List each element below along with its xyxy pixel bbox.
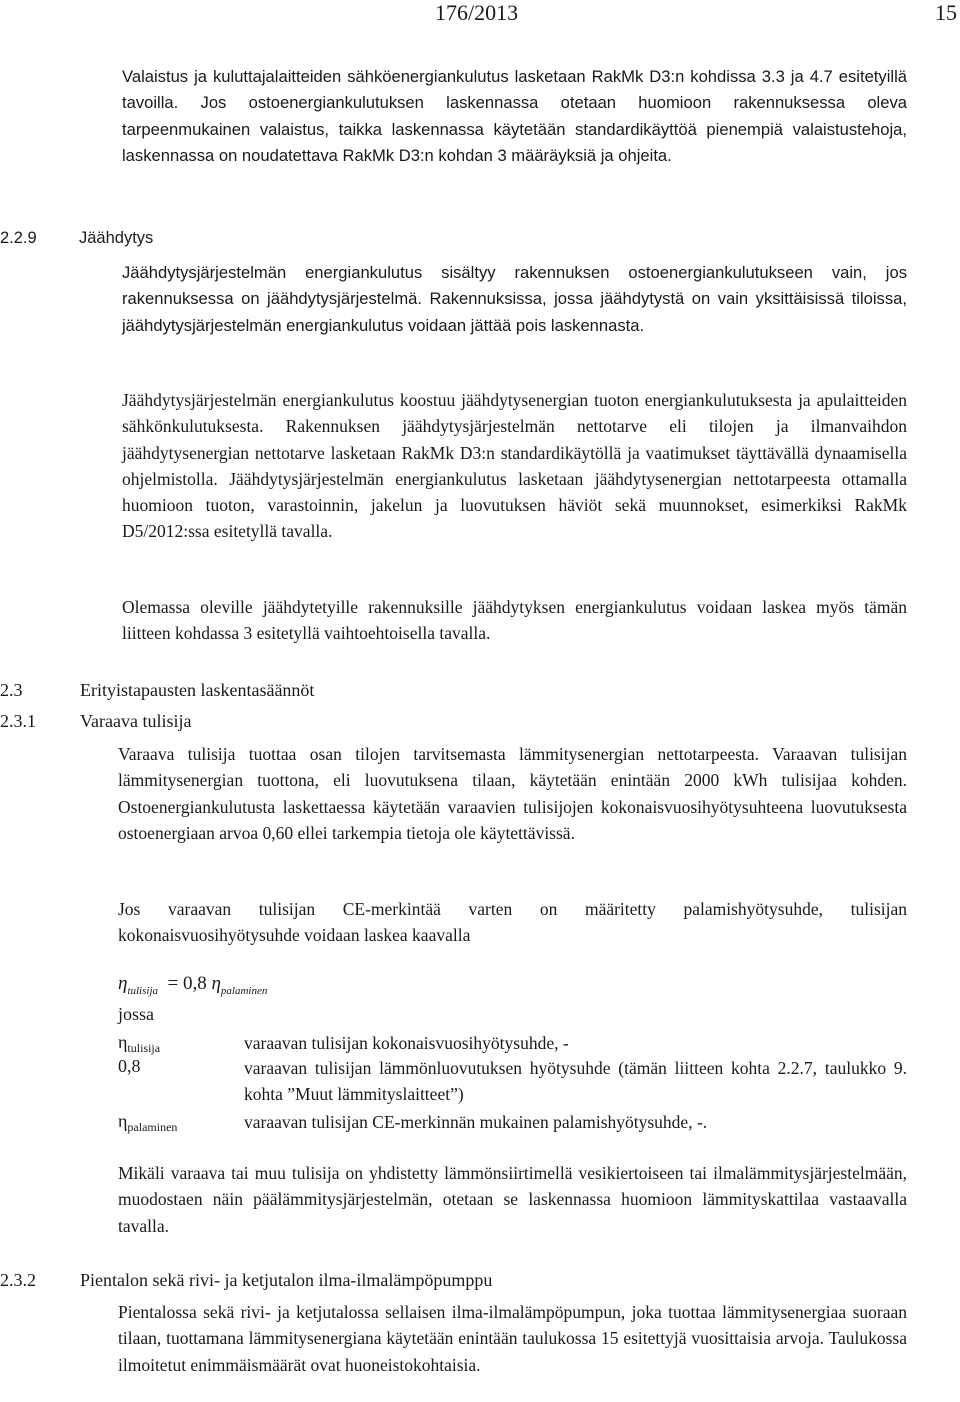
section-23-title: Erityistapausten laskentasäännöt bbox=[80, 680, 315, 700]
efficiency-equation bbox=[118, 973, 267, 997]
intro-paragraph: Valaistus ja kuluttajalaitteiden sähköenergiankulutus lasketaan RakMk D3:n kohdissa 3.3 ja 4.7 esitetyillä tavoilla. Jos ostoenergiankulutuksen laskennassa otetaan huomioon rakennuksessa oleva tarpeenmukainen valaistus, taikka laskennassa käytetään standardikäyttöä pienempiä valaistustehoja, laskennassa on noudatettava RakMk D3:n kohdan 3 määräyksiä ja ohjeita. bbox=[122, 67, 907, 165]
section-229-title: Jäähdytys bbox=[79, 229, 154, 247]
equation-rhs-subscript: palaminen bbox=[220, 985, 268, 997]
section-229-paragraph: Olemassa oleville jäähdytetyille rakennuksille jäähdytyksen energiankulutus voidaan laskea myös tämän liitteen kohdassa 3 esitetyllä vaihtoehtoisella tavalla. bbox=[122, 597, 907, 644]
page-number: 15 bbox=[935, 0, 957, 25]
eta-symbol: η bbox=[211, 973, 221, 994]
section-231-number: 2.3.1 bbox=[0, 711, 36, 731]
definition-text: varaavan tulisijan lämmönluovutuksen hyötysuhde (tämän liitteen kohta 2.2.7, taulukko 9. kohta ”Muut lämmityslaitteet”) bbox=[244, 1058, 907, 1104]
section-231-closing-paragraph: Mikäli varaava tai muu tulisija on yhdistetty lämmönsiirtimellä vesikiertoiseen tai ilmalämmitysjärjestelmään, muodostaen näin päälämmitysjärjestelmän, otetaan se laskennassa huomioon lämmityskattilaa vastaavalla tavalla. bbox=[118, 1163, 907, 1236]
equation-lhs-subscript: tulisija bbox=[127, 985, 158, 997]
section-231-title: Varaava tulisija bbox=[80, 711, 192, 731]
definition-text: varaavan tulisijan kokonaisvuosihyötysuhde, - bbox=[244, 1033, 569, 1053]
definition-text: varaavan tulisijan CE-merkinnän mukainen palamishyötysuhde, -. bbox=[244, 1112, 708, 1132]
definition-symbol: 0,8 bbox=[118, 1056, 141, 1076]
section-232-number: 2.3.2 bbox=[0, 1270, 36, 1290]
section-232-title: Pientalon sekä rivi- ja ketjutalon ilma-ilmalämpöpumppu bbox=[80, 1270, 493, 1290]
section-23-number: 2.3 bbox=[0, 680, 23, 700]
eta-symbol: η bbox=[118, 973, 128, 994]
section-229-paragraph: Jäähdytysjärjestelmän energiankulutus koostuu jäähdytysenergian tuoton energiankulutuksesta ja apulaitteiden sähkönkulutuksesta. Rakennuksen jäähdytysjärjestelmän nettotarve eli tilojen ja ilmanvaihdon jäähdytysenergian nettotarve lasketaan RakMk D3:n standardikäytöllä ja vaatimukset täyttävällä dynaamisella ohjelmistolla. Jäähdytysjärjestelmän energiankulutus lasketaan jäähdytysenergian nettotarpeesta ottamalla huomioon tuoton, varastoinnin, jakelun ja luovutuksen häviöt sekä muunnokset, esimerkiksi RakMk D5/2012:ssa esitetyllä tavalla. bbox=[122, 390, 907, 542]
section-231-paragraph: Varaava tulisija tuottaa osan tilojen tarvitsemasta lämmitysenergian nettotarpeesta. Varaavan tulisijan lämmitysenergian tuottona, eli luovutuksena tilaan, käytetään enintään 2000 kWh tulisijaa kohden. Ostoenergiankulutusta laskettaessa käytetään varaavien tulisijojen kokonaisvuosihyötysuhteena luovutuksesta ostoenergiaan arvoa 0,60 ellei tarkempia tietoja ole käytettävissä. bbox=[118, 744, 907, 843]
where-label: jossa bbox=[118, 1004, 154, 1024]
document-number: 176/2013 bbox=[435, 0, 519, 25]
definition-symbol: $\eta_{tulisija}$ bbox=[118, 1032, 161, 1055]
section-232-paragraph: Pientalossa sekä rivi- ja ketjutalossa sellaisen ilma-ilmalämpöpumpun, joka tuottaa lämmitysenergiaa suoraan tilaan, tuottamana lämmitysenergiana käytetään enintään taulukossa 15 esitettyjä vuosittaisia arvoja. Taulukossa ilmoitetut enimmäismäärät ovat huoneistokohtaisia. bbox=[118, 1302, 907, 1375]
equation-rhs: = 0,8 bbox=[167, 973, 207, 994]
section-229-number: 2.2.9 bbox=[0, 229, 37, 247]
section-231-paragraph: Jos varaavan tulisijan CE-merkintää varten on määritetty palamishyötysuhde, tulisijan kokonaisvuosihyötysuhde voidaan laskea kaavalla bbox=[118, 899, 907, 946]
definition-symbol: $\eta_{palaminen}$ bbox=[118, 1111, 178, 1134]
section-229-paragraph: Jäähdytysjärjestelmän energiankulutus sisältyy rakennuksen ostoenergiankulutukseen vain, jos rakennuksessa on jäähdytysjärjestelmä. Rakennuksissa, jossa jäähdytystä on vain yksittäisissä tiloissa, jäähdytysjärjestelmän energiankulutus voidaan jättää pois laskennasta. bbox=[122, 263, 907, 335]
